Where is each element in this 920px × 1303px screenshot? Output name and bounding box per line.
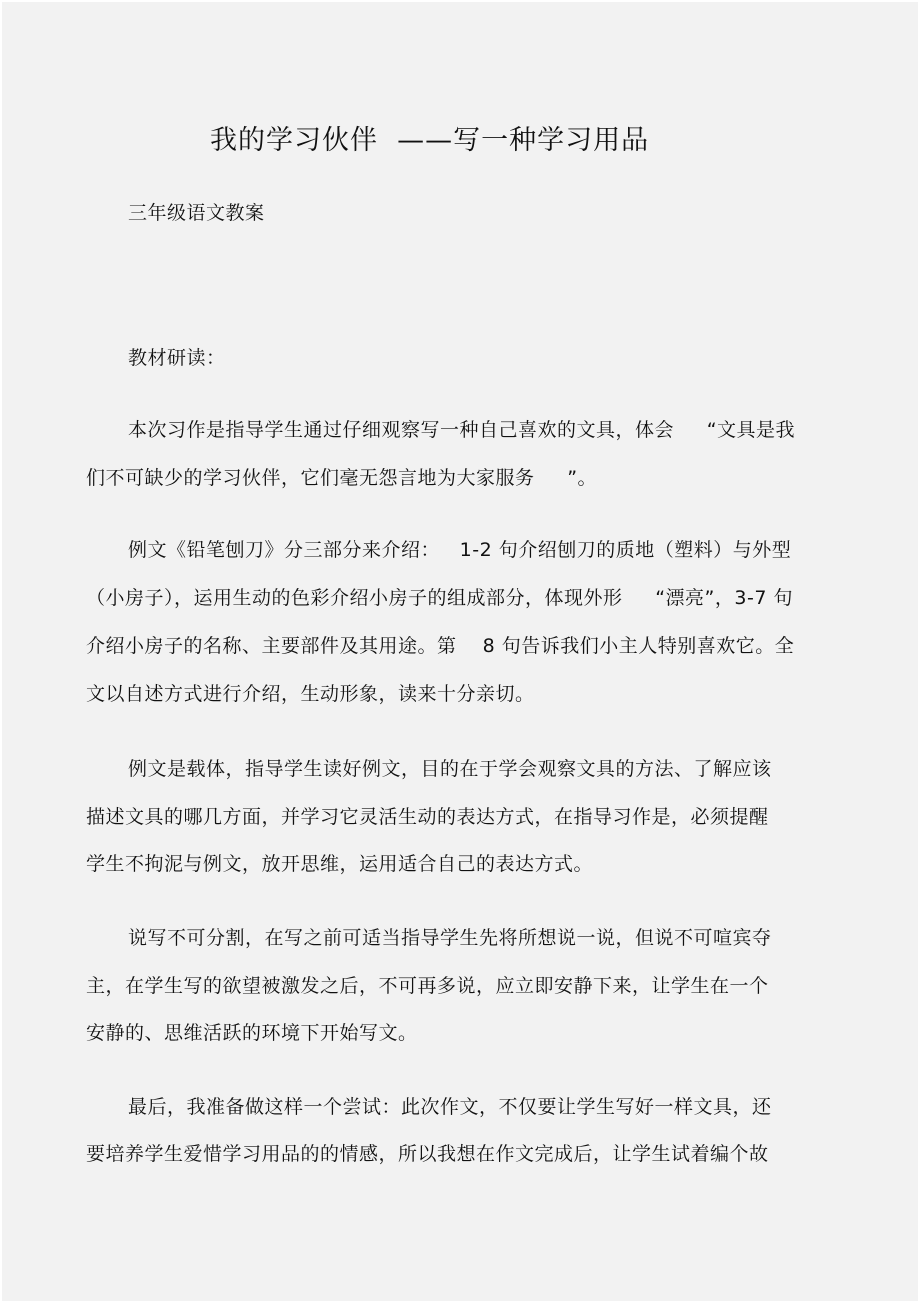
- section-heading: 教材研读：: [128, 347, 226, 369]
- paragraph-line: 主，在学生写的欲望被激发之后，不可再多说，应立即安静下来，让学生在一个: [86, 975, 769, 997]
- paragraph-line: 要培养学生爱惜学习用品的的情感，所以我想在作文完成后，让学生试着编个故: [86, 1143, 769, 1165]
- document-subtitle: 三年级语文教案: [128, 202, 265, 224]
- paragraph-line: 们不可缺少的学习伙伴，它们毫无怨言地为大家服务 ”。: [86, 467, 598, 489]
- document-title: 我的学习伙伴 ——写一种学习用品: [210, 125, 650, 156]
- paragraph-line: 安静的、思维活跃的环境下开始写文。: [86, 1022, 418, 1044]
- paragraph-line: 说写不可分割，在写之前可适当指导学生先将所想说一说，但说不可喧宾夺: [128, 927, 772, 949]
- paragraph-line: 例文《铅笔刨刀》分三部分来介绍： 1-2 句介绍刨刀的质地（塑料）与外型: [128, 539, 792, 561]
- paragraph-line: 最后，我准备做这样一个尝试：此次作文，不仅要让学生写好一样文具，还: [128, 1096, 772, 1118]
- paragraph-line: 介绍小房子的名称、主要部件及其用途。第 8 句告诉我们小主人特别喜欢它。全: [86, 635, 795, 657]
- paragraph-line: 学生不拘泥与例文，放开思维，运用适合自己的表达方式。: [86, 853, 594, 875]
- paragraph-line: （小房子），运用生动的色彩介绍小房子的组成部分，体现外形 “漂亮”，3-7 句: [86, 587, 793, 609]
- paragraph-line: 文以自述方式进行介绍，生动形象，读来十分亲切。: [86, 683, 535, 705]
- paragraph-line: 描述文具的哪几方面，并学习它灵活生动的表达方式，在指导习作是，必须提醒: [86, 806, 769, 828]
- document-page: [2, 2, 918, 1301]
- paragraph-line: 例文是载体，指导学生读好例文，目的在于学会观察文具的方法、了解应该: [128, 758, 772, 780]
- paragraph-line: 本次习作是指导学生通过仔细观察写一种自己喜欢的文具，体会 “文具是我: [128, 419, 796, 441]
